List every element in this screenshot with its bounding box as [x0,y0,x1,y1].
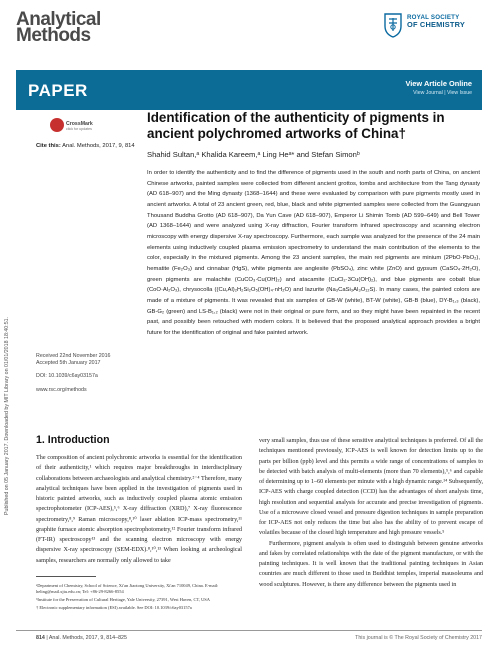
section-heading-introduction: 1. Introduction [36,434,110,446]
footer-journal: | Anal. Methods, 2017, 9, 814–825 [44,635,127,641]
crossmark-sublabel: click for updates [66,127,92,131]
body-column-left [36,453,242,566]
journal-url[interactable]: www.rsc.org/methods [36,387,87,393]
footer-divider [16,630,482,631]
footnote-esi: † Electronic supplementary information (ESI) available. See DOI: 10.1039/c6ay03157a [36,604,192,610]
footnote-divider [36,576,96,577]
journal-title-line2: Methods [16,25,91,46]
accepted-date: Accepted 5th January 2017 [36,360,101,366]
article-type-banner [16,70,482,110]
intro-paragraph-1-continued: very small samples, thus use of these sensitive analytical techniques is preferred. Of all the techniques mentioned previously, ICP-AES is well known for detection limits up to the parts per billion (ppb) level and this permits a wide range of concentrations of samples to be detected with batch analysis of multi-elements (more than 70 elements),⁵,⁶ and capable of determining up to 1–60 elements per minute with a high dynamic range.¹⁴ Subsequently, ICP-AES with charge coupled detection (CCD) has the advantages of short analysis time, high resolution and sequential analysis for accurate and precise investigation of pigments. Use of a microwave closed vessel and pressure digestion techniques in sample preparation for ICP-AES not only reduces the time but also has the ability of to prevent escape of volatiles because of the closed high temperature and high pressure vessels.⁵ [259,438,483,537]
footer-copyright: This journal is © The Royal Society of Chemistry 2017 [355,635,482,641]
citation-prefix: Cite this: [36,143,61,149]
download-note [4,160,13,515]
crossmark-label: CrossMark [66,121,93,127]
article-type-label: PAPER [28,81,88,100]
footnotes [36,583,242,612]
publisher-line1: ROYAL SOCIETY [407,14,460,21]
rsc-crest-icon [382,12,404,38]
received-dates [36,353,111,367]
citation-line [36,143,135,149]
crossmark-badge[interactable] [50,118,110,136]
footnote-affiliation-a: ᵃDepartment of Chemistry, School of Science, Xi'an Jiaotong University, Xi'an 710049, China. E-mail: heling@mail.xjtu.edu.cn; Tel: +86-29-8266-8554 [36,583,219,595]
page-number: 814 [36,635,45,641]
abstract: In order to identify the authenticity and to find the difference of pigments used in the south and north parts of China, on ancient Chinese artworks, painted samples were collected from different ancient grottos, tombs and architecture from the Tang dynasty (AD 618–907) and the Ming dynasty (1368–1644) and these were evaluated by comparison with pure pigments mostly used in ancient artworks. A total of 23 ancient green, red, blue, black and white pigmented samples were collected from the Guangyuan Thousand Buddha Grotto (AD 618–907), Da Yun Cave (AD 618–907), Emperor Li Shimin Tomb (AD 599–649) and Bell Tower (AD 1368–1644) and were analyzed using X-ray diffraction, Fourier transform infrared spectroscopy and scanning electron microscopy with energy dispersive X-ray spectroscopy. Furthermore, each sample was analyzed for the presence of the 24 main elements using inductively coupled plasma emission spectrometry to understand the main contribution of the elements to the color, especially in the mixtured pigments. Among the 23 ancient samples, the main red pigments are minium (2PbO·PbO₂), hematite (Fe₂O₃) and cinnabar (HgS), white pigments are anglesite (PbSO₄), zinc white (ZnO) and gypsum (CaSO₄·2H₂O), green pigments are malachite (CuCO₃·Cu(OH)₂) and atacamite (CuCl₂·3Cu(OH)₂), and blue pigments are cobalt blue (CoO·Al₂O₃), chrysocolla ((Cu,Al)₂H₂Si₂O₅(OH)₄·nH₂O) and lazurite (Na₃CaSi₃Al₃O₁₂S). In many cases, the painted colors are made of a mixture of pigments. It was revealed that six samples of GB-W (white), BT-W (white), GB-B (blue), DY-B₁,₃ (black), GB-G₂ (green) and LS-B₁,₂ (black) were not in their original or pure form, and so they might have been repainted in the recent past, and possibly been retouched with modern colors. It is believed that the proposed analytical approach provides a bright future for the identification of original and fake painted artwork. [147,170,480,336]
rsc-logo[interactable] [382,10,482,42]
journal-title [16,9,101,46]
citation-text: Anal. Methods, 2017, 9, 814 [60,143,135,149]
footnote-affiliation-b: ᵇInstitute for the Preservation of Cultural Heritage, Yale University, 27391, West Haven, CT, USA [36,596,210,602]
body-column-right [259,436,483,590]
view-journal-issue-links[interactable]: View Journal | View Issue [413,90,472,96]
footer-citation [36,635,127,641]
view-article-online-link[interactable]: View Article Online [405,79,472,88]
author-list: Shahid Sultan,ᵃ Khalida Kareem,ᵃ Ling Heᵃ* and Stefan Simonᵇ [147,150,360,159]
crossmark-icon [50,118,64,132]
publisher-line2: OF CHEMISTRY [407,20,465,29]
intro-paragraph-1: The composition of ancient polychromic artworks is essential for the identification of their authenticity,¹ which requires major breakthroughs in interdisciplinary collaborations between archaeologists and analytical chemistry.²⁻⁴ Therefore, many analytical techniques have been applied in the investigation of pigments used in historic painted artworks, such as inductively coupled plasma atomic emission spectrophotometer (ICP-AES),⁵,⁶ X-ray diffraction (XRD),⁷ X-ray fluorescence spectrometry,⁸,⁹ Raman microscopy,⁸,¹⁰ laser ablation ICP-mass spectrometry,¹¹ graphite furnace atomic absorption spectrophotometry,¹² Fourier transform infrared (FT-IR) spectroscopy¹³ and the scanning electron microscopy with energy dispersive X-ray spectroscopy (SEM-EDX).⁸,¹⁰,¹³ When looking at archeological samples, researchers are normally only allowed to take [36,455,242,564]
intro-paragraph-2: Furthermore, pigment analysis is often used to distinguish between genuine artworks and fakes by correlated relationships with the date of the pigment manufacture, or with the painting techniques. It is well known that the traditional painting techniques in Asian countries are much different to those used in Buddhist temples, imperial mausoleums and wood sculptures. However, is there any difference between the pigments used in [259,540,483,588]
article-title: Identification of the authenticity of pigments in ancient polychromed artworks of China† [147,110,445,141]
received-date: Received 22nd November 2016 [36,353,111,359]
download-note-text: Published on 05 January 2017. Downloaded by MIT Library on 01/01/2018 18:40:51. [4,316,10,515]
article-doi[interactable]: DOI: 10.1039/c6ay03157a [36,373,98,379]
journal-title-line1: Analytical [16,9,101,30]
